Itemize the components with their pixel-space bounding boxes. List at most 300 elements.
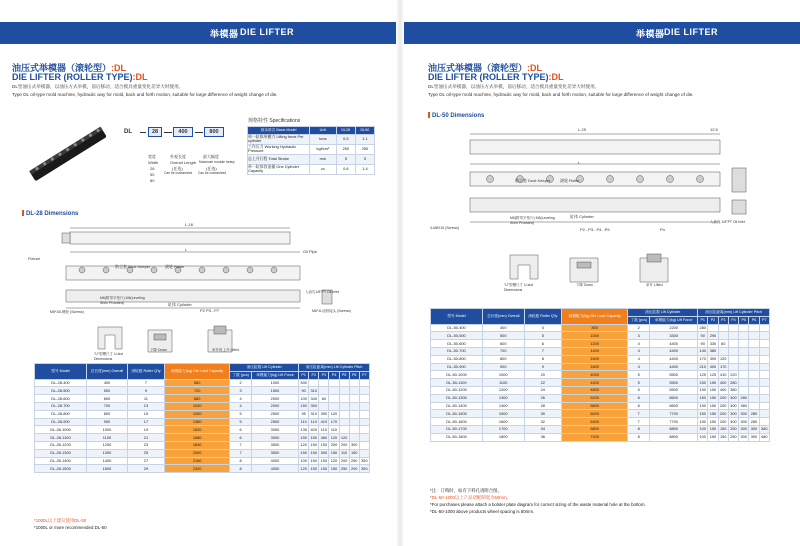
table-row xyxy=(431,355,770,363)
table-cell xyxy=(349,426,359,434)
table-cell: DL-28-600 xyxy=(35,395,87,403)
table-cell: 150 xyxy=(709,395,717,401)
table-cell xyxy=(749,340,759,348)
table-cell: 5500 xyxy=(650,386,698,394)
table-cell: 8800 xyxy=(650,425,698,433)
table-row xyxy=(35,395,370,403)
table-cell xyxy=(749,379,759,387)
table-cell: DL-28-1000 xyxy=(35,426,87,434)
header-title-cn: 举模器 xyxy=(636,29,665,39)
table-cell: 460 xyxy=(320,434,328,440)
table-cell: 4000 xyxy=(562,371,628,379)
table-cell: 1000 xyxy=(562,332,628,340)
table-cell: 400 xyxy=(719,387,727,393)
table-cell: 800 xyxy=(87,410,128,418)
table-row xyxy=(35,457,370,465)
table-row xyxy=(35,402,370,410)
table-cell: 5 xyxy=(524,332,562,340)
table-cell: 400 xyxy=(730,403,737,408)
table-cell: 4 xyxy=(524,324,562,332)
table-cell: 720 xyxy=(164,387,229,395)
table-cell xyxy=(359,379,369,387)
table-cell: 330 xyxy=(709,340,717,346)
note-right-2: *DL-50-1000以上产品请配制宽为50mm。 xyxy=(430,495,512,500)
table-cell: 125 xyxy=(709,371,717,377)
table-cell: 200 xyxy=(330,442,338,448)
product-desc-cn: DL型油压式举模器，以油压方式举模，前后移动，适合模具重量变化差异大时使用。 xyxy=(428,84,600,89)
table-cell xyxy=(749,355,759,363)
table-cell: 3500 xyxy=(251,441,298,449)
table-cell: 4400 xyxy=(650,363,698,371)
product-title-cn: 油压式举模器（滚轮型）:DL xyxy=(428,63,543,73)
table-cell: 900 xyxy=(483,363,525,371)
table-cell: 8 xyxy=(628,425,650,433)
table-cell: 150 xyxy=(709,410,717,416)
table-cell: 1100 xyxy=(483,379,525,387)
table-cell xyxy=(749,363,759,371)
table-cell: 5600 xyxy=(562,402,628,410)
dims-title-left: DL-28 Dimensions xyxy=(22,210,78,217)
table-cell: 500 xyxy=(483,332,525,340)
table-cell: 290 xyxy=(709,332,717,338)
table-cell: 7700 xyxy=(650,418,698,426)
table-cell: 23 xyxy=(127,441,164,449)
table-cell: 1800 xyxy=(483,433,525,441)
table-cell: 1400 xyxy=(87,457,128,465)
table-cell: 4400 xyxy=(650,347,698,355)
product-title-en: DIE LIFTER (ROLLER TYPE):DL xyxy=(428,72,564,82)
table-cell xyxy=(359,410,369,418)
table-cell: 200 xyxy=(719,395,727,401)
table-cell: DL-28-500 xyxy=(35,387,87,395)
table-cell: 4000 xyxy=(251,465,298,473)
table-cell: 2000 xyxy=(164,449,229,457)
dl28-table: 型号 Model 总长度(mm) Overall 滚轮数 Roller Q'ty 载模能力(kg) Die Load Capacity 油压缸数 Lift Cylinder 油压缸距离(mm) Lift Cylinder Pitch 丁数 (pcs) 举模能力(kg) Lift Force P1 P2 P3 P4 P5 P6 P7 DL-28-400 400 7 560 2 1000 300 DL-28-500 500 9 720 3 1500 90 310 DL-28-600 600 11 880 4 2000 100 340 60 DL-28-700 700 13 1040 4 2000 150 350 DL-28-800 800 15 1200 5 2500 95 310 390 120 DL-28-900 900 17 1360 5 2500 110 110 410 170 DL-28-1000 1000 19 1520 6 3000 130 400 110 110 DL-28-1100 1100 21 1680 6 3000 150 150 460 120 120 DL-28-1200 1200 23 1840 7 3500 120 150 150 200 200 300 DL-28-1300 1300 25 2000 7 3500 150 150 300 150 110 150 DL-28-1400 1400 27 2160 8 4000 100 150 150 120 200 250 350 DL-28-1500 1500 29 2320 8 4000 120 150 150 150 250 200 350 xyxy=(34,363,370,473)
table-cell xyxy=(759,347,769,355)
table-cell: 4 xyxy=(230,402,252,410)
spec-row: 单一缸体容油量 One Cylinder Capacity cc 0.6 1.4 xyxy=(248,164,375,174)
table-cell xyxy=(759,418,769,426)
table-row xyxy=(35,434,370,442)
spec-row: 工作压力 Working Hydraulic Pressure kgf/cm² 250 250 xyxy=(248,144,375,154)
product-photo xyxy=(28,112,108,197)
table-cell: 380 xyxy=(709,348,717,354)
table-cell: 150 xyxy=(699,418,706,424)
table-cell: 1600 xyxy=(483,418,525,426)
table-cell: 800 xyxy=(483,355,525,363)
table-cell: 150 xyxy=(310,442,318,448)
table-cell: 1700 xyxy=(483,425,525,433)
table-cell: 29 xyxy=(127,465,164,473)
table-cell: 100 xyxy=(699,426,706,432)
table-cell xyxy=(309,379,319,387)
table-cell: 90 xyxy=(698,340,708,348)
table-cell: 250 xyxy=(340,465,348,471)
table-cell: 150 xyxy=(320,442,328,448)
table-cell xyxy=(339,379,349,387)
table-cell: DL-50-800 xyxy=(431,355,483,363)
table-cell: 1300 xyxy=(483,394,525,402)
table-cell: 280 xyxy=(699,325,706,331)
table-cell: 90 xyxy=(299,387,309,395)
table-cell: 20 xyxy=(524,371,562,379)
table-cell xyxy=(728,324,738,332)
table-cell: 700 xyxy=(483,347,525,355)
table-cell: 300 xyxy=(750,426,758,432)
table-cell: 150 xyxy=(330,450,338,456)
table-cell xyxy=(349,387,359,395)
table-cell: 7 xyxy=(628,410,650,418)
table-row xyxy=(431,386,770,394)
table-cell: 1500 xyxy=(251,387,298,395)
table-row xyxy=(35,387,370,395)
table-cell: 2500 xyxy=(251,418,298,426)
table-cell: 100 xyxy=(300,458,307,463)
table-cell xyxy=(349,410,359,418)
table-cell: 28 xyxy=(524,402,562,410)
table-cell: 130 xyxy=(300,426,307,432)
table-cell: 120 xyxy=(330,434,338,440)
table-cell xyxy=(749,371,759,379)
table-cell: DL-50-1600 xyxy=(431,418,483,426)
table-cell: 7700 xyxy=(650,410,698,418)
table-cell: 6800 xyxy=(562,425,628,433)
table-cell: 6400 xyxy=(562,418,628,426)
note-right-4: *DL-50-1000 above products wheel spacing is 50mm. xyxy=(430,509,535,514)
table-cell: 150 xyxy=(310,458,318,463)
table-cell: 300 xyxy=(740,426,747,432)
table-cell: 90 xyxy=(698,332,708,340)
spec-row: 单一缸体举模力 Lifting force Per cylinder tons 0.5 1.1 xyxy=(248,134,375,144)
table-cell: 26 xyxy=(524,394,562,402)
table-row xyxy=(431,363,770,371)
table-cell: 200 xyxy=(350,465,358,471)
table-cell: 8800 xyxy=(650,433,698,441)
table-cell xyxy=(728,332,738,340)
table-cell: 4000 xyxy=(251,457,298,465)
table-cell: 210 xyxy=(699,364,706,370)
right-page: 举模器 DIE LIFTER 油压式举模器（滚轮型）:DL DIE LIFTER (ROLLER TYPE):DL DL型油压式举模器，以油压方式举模，前后移动，适合模具重量变化差异大时使用。 Type DL oil-type mold machine, hydraulic way for mold, back and forth motion, suitable for large difference of weight change of die. DL-50 Dimensions L-25 L 12.5 防尘套 Dust Keeper 滚轮 Roller M6(附带平垫片) M6(Leveling Shim Provided) 缸体 Cylinder P2...P3...P4...P5 Pn 入油孔 1/8"PT Oil Inlet 4-M8X16 (Screws) "U"型槽尺寸 U-slot Dimensions 下降 Down 举升 Lifted 型号 Model 总长度(mm) Overall 滚轮数 Roller Q'ty 载模能力(kg) Die Load Capacity 油压缸数 Lift Cylinder 油压缸距离(mm) Lift Cylinder Pitch 丁数 (pcs) 举模能力(kg) Lift Force P1 P2 P3 P4 P5 P6 P7 DL-50-400 400 4 800 2 2200 280 DL-50-500 500 5 1000 3 3300 90 290 DL-50-600 600 6 1200 4 4400 90 330 60 DL-50-700 700 7 1400 4 4400 140 380 DL-50-800 800 8 1600 4 4400 170 390 120 DL-50-900 900 9 1800 4 4400 210 400 170 DL-50-1000 1000 20 4000 5 5500 125 125 410 220 DL-50-1100 1100 22 4400 5 5500 150 150 400 280 DL-50-1200 1200 24 4800 5 5500 150 150 400 380 DL-50-1300 1300 26 5200 6 6600 150 150 200 400 280 DL-50-1400 1400 28 5600 6 6600 150 150 200 400 380 DL-50-1500 1500 30 6000 7 7700 150 150 200 300 300 280 DL-50-1600 1600 32 6400 7 7700 150 150 200 400 300 280 DL-50-1700 1700 34 6800 8 8800 100 150 150 250 300 300 380 DL-50-1800 1800 36 7200 8 8800 100 150 150 250 300 300 480 *注：订购时，如有下料孔请附合图。 *DL-50-1000以上产品请配制宽为50mm。 *For purchases please attach a bolster plate diagram for correct sizing of the waste material hole at the bottom. *DL-50-1000 above products wheel spacing is 50mm. xyxy=(400,0,800,546)
table-cell xyxy=(718,347,728,355)
table-cell xyxy=(319,379,329,387)
table-cell: 6600 xyxy=(650,394,698,402)
table-cell: 6 xyxy=(628,394,650,402)
table-cell: 150 xyxy=(310,434,318,440)
table-cell: 280 xyxy=(740,395,747,401)
table-cell: 410 xyxy=(320,419,328,425)
table-cell xyxy=(739,379,749,387)
table-cell xyxy=(749,332,759,340)
table-cell: 6 xyxy=(524,340,562,348)
table-row xyxy=(35,441,370,449)
table-cell: 150 xyxy=(699,387,706,393)
table-cell: 400 xyxy=(730,418,737,424)
table-cell: 170 xyxy=(330,419,338,425)
table-cell xyxy=(349,402,359,410)
table-cell: 150 xyxy=(709,387,717,393)
table-cell xyxy=(319,402,329,410)
table-cell: 300 xyxy=(750,434,758,440)
table-cell: 310 xyxy=(310,387,318,393)
table-cell xyxy=(718,324,728,332)
table-cell: 36 xyxy=(524,433,562,441)
table-cell xyxy=(728,355,738,363)
table-cell: 310 xyxy=(310,411,318,417)
table-cell: DL-50-1000 xyxy=(431,371,483,379)
table-cell: 150 xyxy=(709,379,717,385)
table-cell xyxy=(329,402,339,410)
table-cell: 125 xyxy=(699,371,706,377)
table-cell: 8 xyxy=(230,465,252,473)
table-cell xyxy=(739,386,749,394)
table-cell xyxy=(359,402,369,410)
table-cell xyxy=(759,363,769,371)
table-cell: 7 xyxy=(127,379,164,387)
table-cell: 300 xyxy=(740,434,747,440)
table-cell xyxy=(359,426,369,434)
table-cell: 400 xyxy=(730,395,737,401)
table-cell: 110 xyxy=(310,419,317,425)
table-row xyxy=(431,402,770,410)
table-cell: DL-50-1500 xyxy=(431,410,483,418)
table-cell: 200 xyxy=(340,458,348,463)
table-cell: 200 xyxy=(719,403,727,408)
table-cell: 250 xyxy=(730,426,737,432)
table-cell: 9 xyxy=(127,387,164,395)
table-cell xyxy=(739,355,749,363)
table-cell xyxy=(349,395,359,403)
product-desc-en: Type DL oil-type mold machine, hydraulic way for mold, back and forth motion, suitable for large difference of weight change of die. xyxy=(428,92,694,97)
table-cell xyxy=(329,387,339,395)
table-cell: 150 xyxy=(719,434,727,440)
table-row xyxy=(431,418,770,426)
table-cell: 170 xyxy=(719,364,727,370)
table-cell: 120 xyxy=(719,356,727,362)
spec-row: 总上升行程 Total Stroke mm 5 5 xyxy=(248,154,375,164)
table-cell: 200 xyxy=(719,418,727,424)
table-cell xyxy=(359,441,369,449)
product-desc-en: Type DL oil-type mold machine, hydraulic way for mold, back and forth motion, suitable for large difference of weight change of die. xyxy=(12,92,278,97)
table-cell: DL-28-800 xyxy=(35,410,87,418)
table-cell: 22 xyxy=(524,379,562,387)
note-right-1: *注：订购时，如有下料孔请附合图。 xyxy=(430,488,502,493)
table-cell: 60 xyxy=(319,395,329,403)
table-cell: 350 xyxy=(361,465,368,471)
table-cell: 5200 xyxy=(562,394,628,402)
table-cell: 380 xyxy=(761,426,768,432)
table-cell xyxy=(728,363,738,371)
table-cell: 1360 xyxy=(164,418,229,426)
product-title-en: DIE LIFTER (ROLLER TYPE):DL xyxy=(12,72,148,82)
table-cell: 150 xyxy=(719,426,727,432)
table-cell: DL-28-400 xyxy=(35,379,87,387)
table-cell xyxy=(339,410,349,418)
table-cell: 34 xyxy=(524,425,562,433)
table-cell xyxy=(718,332,728,340)
note-left-cn: *1000L以上建议使用DL-50 xyxy=(34,518,87,523)
table-cell: 4400 xyxy=(650,340,698,348)
model-overall-box: 400 xyxy=(173,127,193,137)
table-cell: 280 xyxy=(750,418,758,424)
table-cell: 120 xyxy=(300,465,307,471)
table-cell: DL-50-900 xyxy=(431,363,483,371)
table-cell xyxy=(739,347,749,355)
table-cell: 350 xyxy=(361,458,368,463)
table-cell: 140 xyxy=(699,348,706,354)
table-cell xyxy=(759,340,769,348)
table-cell xyxy=(329,395,339,403)
table-cell: 2000 xyxy=(251,395,298,403)
table-cell: 2160 xyxy=(164,457,229,465)
table-cell xyxy=(359,449,369,457)
table-row xyxy=(35,449,370,457)
table-cell: 1400 xyxy=(562,347,628,355)
table-cell: DL-50-1100 xyxy=(431,379,483,387)
table-cell xyxy=(759,355,769,363)
table-cell: 27 xyxy=(127,457,164,465)
table-cell: 500 xyxy=(87,387,128,395)
table-cell: 380 xyxy=(740,403,747,408)
table-cell: 4 xyxy=(628,340,650,348)
table-cell: 300 xyxy=(300,380,307,386)
table-row xyxy=(35,418,370,426)
table-cell xyxy=(349,418,359,426)
table-cell xyxy=(349,379,359,387)
table-cell: 6 xyxy=(628,402,650,410)
table-cell: 150 xyxy=(350,450,358,456)
table-cell: 400 xyxy=(310,426,318,432)
table-row xyxy=(431,347,770,355)
table-cell: 24 xyxy=(524,386,562,394)
table-cell xyxy=(739,324,749,332)
table-cell: 1040 xyxy=(164,402,229,410)
table-cell: 6 xyxy=(230,426,252,434)
table-row xyxy=(431,324,770,332)
table-cell: 300 xyxy=(740,410,747,416)
table-cell: 120 xyxy=(330,458,338,463)
table-row xyxy=(431,332,770,340)
table-cell: 30 xyxy=(524,410,562,418)
dims-title-right: DL-50 Dimensions xyxy=(428,112,484,119)
table-cell: 300 xyxy=(350,442,358,448)
table-cell xyxy=(759,379,769,387)
table-cell xyxy=(339,402,349,410)
table-cell xyxy=(759,410,769,418)
table-cell xyxy=(728,347,738,355)
note-right-3: *For purchases please attach a bolster plate diagram for correct sizing of the waste material hole at the bottom. xyxy=(430,502,646,507)
table-cell: 390 xyxy=(320,411,328,417)
table-cell: 5 xyxy=(628,371,650,379)
product-desc-cn: DL型油压式举模器，以油压方式举模，前后移动，适合模具重量变化差异大时使用。 xyxy=(12,84,184,89)
table-row xyxy=(35,410,370,418)
table-cell: 150 xyxy=(330,465,338,471)
table-cell: DL-50-1200 xyxy=(431,386,483,394)
table-cell: 1000 xyxy=(483,371,525,379)
table-cell: DL-28-1300 xyxy=(35,449,87,457)
product-title-cn: 油压式举模器（滚轮型）:DL xyxy=(12,63,127,73)
table-cell: 5500 xyxy=(650,371,698,379)
header-bar-left xyxy=(0,22,400,44)
table-cell: 1500 xyxy=(87,465,128,473)
table-cell: 600 xyxy=(483,340,525,348)
table-row xyxy=(35,379,370,387)
table-cell: DL-28-700 xyxy=(35,402,87,410)
table-cell: 150 xyxy=(709,434,717,440)
table-cell: 800 xyxy=(562,324,628,332)
table-cell xyxy=(749,386,759,394)
table-cell: 150 xyxy=(709,418,717,424)
table-cell xyxy=(739,363,749,371)
note-left-en: *1000L or more recommended DL-50 xyxy=(34,525,107,530)
table-cell: 1200 xyxy=(562,340,628,348)
table-cell: 350 xyxy=(310,403,318,409)
table-cell xyxy=(359,418,369,426)
table-cell: 1400 xyxy=(483,402,525,410)
spec-table: 基本形式 Basic Model Unit DL28 DL50 单一缸体举模力 Lifting force Per cylinder tons 0.5 1.1 工作压力 Working Hydraulic Pressure kgf/cm² 250 250 总上升行程 Total Stroke mm 5 5 单一缸体容油量 One Cylinder Capacity cc 0.6 1.4 xyxy=(247,126,375,175)
table-cell: 15 xyxy=(127,410,164,418)
left-page: 举模器 DIE LIFTER 油压式举模器（滚轮型）:DL DIE LIFTER (ROLLER TYPE):DL DL型油压式举模器，以油压方式举模，前后移动，适合模具重量变化差异大时使用。 Type DL oil-type mold machine, hydraulic way for mold, back and forth motion, suitable for large difference of weight change of die. DL 28 400 800 宽度 Width 28 50 80 外观长度 Overall Length (任选) Can be customized 最大幅度 Maximum module heavy (任选) Can be customized 规格特性 Specifications 基本形式 Basic Model Unit DL28 DL50 单一缸体举模力 Lifting force Per cylinder tons 0.5 1.1 工作压力 Working Hydraulic Pressure kgf/cm² 250 250 总上升行程 Total Stroke mm 5 5 单一缸体容油量 One Cylinder Capacity cc 0.6 1.4 DL-28 Dimensions L-16 L Fixture Oil Pipe 防尘套 Dust Keeper 滚轮 Roller 缸体 Cylinder M6(附带平垫片) M6(Leveling Shim Provided) M8*10L螺丝 (Screws) P2 P3...P7 入油孔1/8"PT Oil Inlet M6*1L油管接头 (Screws) "U"型槽尺寸 U-slot Dimensions 下降 Down 举升时上升 Lifted 型号 Model 总长度(mm) Overall 滚轮数 Roller Q'ty 载模能力(kg) Die Load Capacity 油压缸数 Lift Cylinder 油压缸距离(mm) Lift Cylinder Pitch 丁数 (pcs) 举模能力(kg) Lift Force P1 P2 P3 P4 P5 P6 P7 DL-28-400 400 7 560 2 1000 300 DL-28-500 500 9 720 3 1500 90 310 DL-28-600 600 11 880 4 2000 100 340 60 DL-28-700 700 13 1040 4 2000 150 350 DL-28-800 800 15 1200 5 2500 95 310 390 120 DL-28-900 900 17 1360 5 2500 110 110 410 170 DL-28-1000 1000 19 1520 6 3000 130 400 110 110 DL-28-1100 1100 21 1680 6 3000 150 150 460 120 120 DL-28-1200 1200 23 1840 7 3500 120 150 150 200 200 300 DL-28-1300 1300 25 2000 7 3500 150 150 300 150 110 150 DL-28-1400 1400 27 2160 8 4000 100 150 150 120 200 250 350 DL-28-1500 1500 29 2320 8 4000 120 150 150 150 250 200 350 *1000L以上建议使用DL-50 *1000L or more recommended DL-50 xyxy=(0,0,400,546)
table-cell: 250 xyxy=(730,434,737,440)
table-row xyxy=(431,410,770,418)
table-cell: 150 xyxy=(320,465,328,471)
table-cell: 17 xyxy=(127,418,164,426)
table-cell: DL-50-600 xyxy=(431,340,483,348)
table-cell xyxy=(739,340,749,348)
table-cell: 340 xyxy=(310,395,318,401)
table-cell xyxy=(749,402,759,410)
table-cell: 3 xyxy=(230,387,252,395)
table-cell: 280 xyxy=(750,410,758,416)
model-max-box: 800 xyxy=(204,127,224,137)
table-cell: 110 xyxy=(330,426,338,432)
table-cell: 7200 xyxy=(562,433,628,441)
table-cell xyxy=(759,386,769,394)
table-cell: 900 xyxy=(87,418,128,426)
table-row xyxy=(35,465,370,473)
table-cell: 5 xyxy=(628,386,650,394)
dl50-drawing xyxy=(450,124,750,234)
table-cell: DL-50-700 xyxy=(431,347,483,355)
table-cell xyxy=(739,332,749,340)
table-cell: 700 xyxy=(87,402,128,410)
table-cell: 480 xyxy=(761,434,768,440)
table-cell: 7 xyxy=(628,418,650,426)
table-cell: DL-50-1800 xyxy=(431,433,483,441)
table-cell: 1200 xyxy=(483,386,525,394)
table-row xyxy=(431,371,770,379)
table-cell: 1840 xyxy=(164,441,229,449)
table-cell: 150 xyxy=(320,458,328,463)
table-cell xyxy=(349,434,359,442)
table-cell: DL-28-900 xyxy=(35,418,87,426)
table-cell: 5 xyxy=(230,410,252,418)
table-row xyxy=(431,425,770,433)
table-row xyxy=(35,426,370,434)
table-cell: 400 xyxy=(483,324,525,332)
table-cell: 1000 xyxy=(251,379,298,387)
table-cell: 200 xyxy=(340,442,348,448)
table-cell xyxy=(749,347,759,355)
table-cell: 32 xyxy=(524,418,562,426)
table-cell: 300 xyxy=(320,450,328,456)
table-cell xyxy=(739,371,749,379)
table-cell: 7 xyxy=(230,441,252,449)
table-cell: 9 xyxy=(524,363,562,371)
table-cell: 1100 xyxy=(87,434,128,442)
table-cell: 400 xyxy=(709,364,717,370)
table-cell: 8 xyxy=(628,433,650,441)
table-cell: 4 xyxy=(628,347,650,355)
